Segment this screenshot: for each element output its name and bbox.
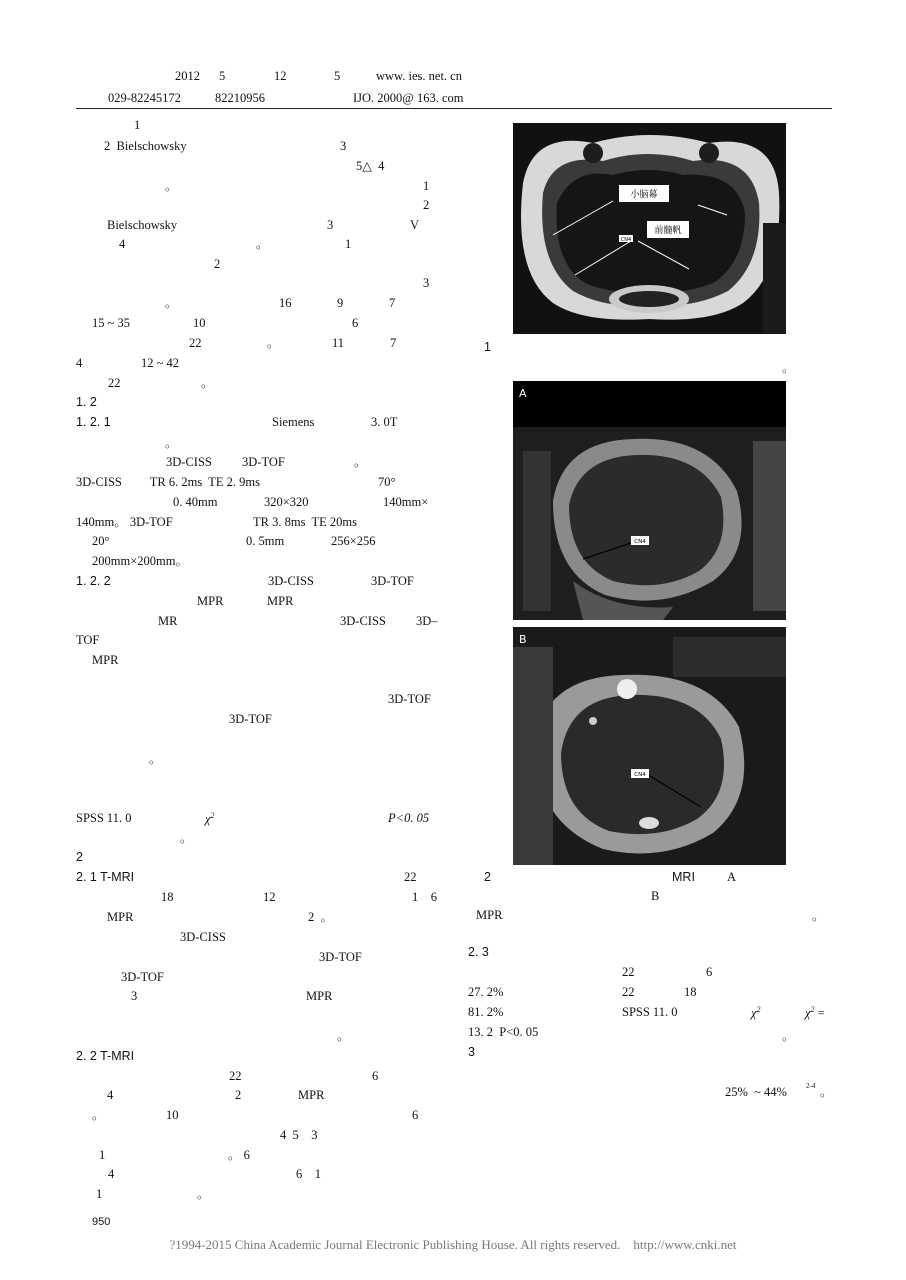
body-text: 27. 2%	[468, 985, 504, 999]
body-text: SPSS 11. 0	[76, 811, 132, 825]
body-text: 。	[165, 179, 178, 193]
figure-2-caption-mri: MRI	[672, 870, 695, 884]
body-text: 10	[166, 1108, 179, 1122]
body-text: 7	[390, 336, 397, 350]
chi-superscript: 2	[810, 1005, 815, 1014]
body-text	[751, 1006, 761, 1020]
body-text: 15 ~ 35	[92, 316, 131, 330]
body-text: 81. 2%	[468, 1005, 504, 1019]
body-text: 2 Bielschowsky	[104, 139, 187, 153]
body-text: 3D-CISS	[340, 614, 386, 628]
figure-1-tag-tentorium: 小脑幕	[630, 190, 658, 200]
body-text: 3	[340, 139, 347, 153]
body-text: 。	[354, 455, 367, 469]
body-text: 6	[372, 1069, 379, 1083]
journal-email[interactable]: IJO. 2000@ 163. com	[353, 91, 464, 105]
figure-2a-mri-image	[513, 381, 786, 620]
section-heading: 2. 2 T-MRI	[76, 1049, 135, 1063]
body-text: 4 5 3	[280, 1128, 318, 1142]
body-text: 3D-TOF	[319, 950, 362, 964]
body-text: 140mm×	[383, 495, 429, 509]
section-heading: 1. 2. 1	[76, 415, 111, 429]
body-text: 6 1	[296, 1167, 321, 1181]
figure-2b-tag-cn4: CN4	[634, 772, 646, 778]
body-text: 1	[99, 1148, 106, 1162]
body-text: 18	[161, 890, 174, 904]
body-text: 12 ~ 42	[141, 356, 180, 370]
chi-superscript: 2	[210, 811, 215, 820]
figure-2-caption-mpr: MPR	[476, 908, 503, 922]
figure-2a-label: A	[519, 387, 527, 400]
body-text: 5△ 4	[356, 159, 385, 173]
citation-ref[interactable]: 2-4	[806, 1082, 816, 1090]
body-text: Bielschowsky	[107, 218, 178, 232]
body-text: 12	[263, 890, 276, 904]
body-text	[205, 812, 215, 826]
section-heading: 3	[468, 1045, 475, 1059]
body-text: MPR	[107, 910, 134, 924]
body-text: 3	[423, 276, 430, 290]
body-text: TOF	[76, 633, 100, 647]
figure-2-caption-end: 。	[812, 909, 825, 923]
body-text: 1	[423, 179, 430, 193]
figure-1-tag-cn4: CN4	[620, 237, 632, 243]
body-text: 3D–	[416, 614, 438, 628]
body-text: 3	[327, 218, 334, 232]
issue-number: 5	[334, 69, 341, 83]
body-text: 2	[423, 198, 430, 212]
section-heading: 2	[76, 850, 83, 864]
header-rule	[76, 108, 832, 109]
figure-1-mri-image	[513, 123, 786, 334]
body-text: 9	[337, 296, 344, 310]
body-text: 1 6	[412, 890, 437, 904]
issue-year: 2012	[175, 69, 200, 83]
body-text: 。	[165, 436, 178, 450]
body-text: 22	[189, 336, 202, 350]
body-text: 22	[622, 985, 635, 999]
body-text: P<0. 05	[388, 811, 430, 825]
journal-phone: 029-82245172	[108, 91, 181, 105]
body-text: 25% ~ 44%	[725, 1085, 787, 1099]
body-text: 10	[193, 316, 206, 330]
body-text: SPSS 11. 0	[622, 1005, 678, 1019]
body-text: 320×320	[264, 495, 309, 509]
figure-2-caption-a: A	[727, 870, 737, 884]
section-heading: 1. 2	[76, 395, 97, 409]
body-text: 4	[119, 237, 126, 251]
figure-2-caption-b: B	[651, 889, 660, 903]
body-text: 。	[337, 1029, 350, 1043]
body-text: 22	[108, 376, 121, 390]
body-text: 3	[131, 989, 138, 1003]
figure-2a-tag-cn4: CN4	[634, 539, 646, 545]
body-text: 。	[820, 1085, 833, 1099]
body-text: 4	[76, 356, 83, 370]
body-text	[805, 1006, 825, 1020]
body-text: 20°	[92, 534, 110, 548]
figure-2b-label: B	[519, 633, 527, 646]
body-text: 1	[134, 118, 141, 132]
journal-website[interactable]: www. ies. net. cn	[376, 69, 462, 83]
body-text: 。	[149, 752, 162, 766]
body-text: 。	[92, 1108, 105, 1122]
body-text: 4	[107, 1088, 114, 1102]
body-text: TR 3. 8ms TE 20ms	[253, 515, 357, 529]
body-text: 6	[412, 1108, 419, 1122]
body-text: 16	[279, 296, 292, 310]
body-text: 22	[229, 1069, 242, 1083]
body-text: MPR	[306, 989, 333, 1003]
equals-sign: =	[814, 1006, 825, 1021]
copyright-footer: ?1994-2015 China Academic Journal Electronic Publishing House. All rights reserved. http://www.cnki.net	[169, 1237, 737, 1252]
chi-symbol: χ	[205, 812, 211, 827]
body-text: 1	[96, 1187, 103, 1201]
body-text: 7	[389, 296, 396, 310]
body-text: 。	[256, 237, 269, 251]
body-text: 。	[180, 831, 193, 845]
issue-month: 12	[274, 69, 287, 83]
issue-volume: 5	[219, 69, 226, 83]
body-text: 2	[235, 1088, 242, 1102]
body-text: 6	[352, 316, 359, 330]
body-text: 3D-TOF	[242, 455, 285, 469]
figure-1-tag-velum: 前髓帆	[654, 226, 682, 236]
figure-1-caption-end: 。	[782, 361, 795, 375]
body-text: Siemens	[272, 415, 315, 429]
figure-2-caption-label: 2	[484, 870, 491, 884]
body-text: 2 。	[308, 910, 334, 924]
body-text: 。	[165, 296, 178, 310]
body-text: V	[410, 218, 420, 232]
chi-superscript: 2	[756, 1005, 761, 1014]
body-text: MPR	[267, 594, 294, 608]
body-text: 70°	[378, 475, 396, 489]
body-text: 6	[706, 965, 713, 979]
body-text: MPR	[92, 653, 119, 667]
body-text: 2	[214, 257, 221, 271]
body-text: 3D-CISS	[180, 930, 226, 944]
figure-2b-mri-image	[513, 627, 786, 865]
body-text: 11	[332, 336, 345, 350]
body-text: 22	[404, 870, 417, 884]
body-text: 3D-TOF	[229, 712, 272, 726]
body-text: 22	[622, 965, 635, 979]
chi-symbol: χ	[751, 1006, 757, 1021]
body-text: 3D-TOF	[371, 574, 414, 588]
body-text: 。 6	[228, 1148, 250, 1162]
body-text: 1	[345, 237, 352, 251]
section-heading: 1. 2. 2	[76, 574, 111, 588]
body-text: 3D-CISS TR 6. 2ms TE 2. 9ms	[76, 475, 260, 489]
body-text: 3D-CISS	[268, 574, 314, 588]
body-text: 140mm。 3D-TOF	[76, 515, 173, 529]
chi-symbol: χ	[805, 1006, 811, 1021]
section-heading: 2. 1 T-MRI	[76, 870, 135, 884]
figure-1-caption-label: 1	[484, 340, 491, 354]
body-text: 。	[782, 1029, 795, 1043]
page-number: 950	[92, 1216, 111, 1228]
body-text: 。	[267, 336, 280, 350]
body-text: 0. 40mm	[173, 495, 218, 509]
body-text: 0. 5mm	[246, 534, 285, 548]
body-text: 200mm×200mm。	[92, 554, 188, 568]
body-text: 。	[201, 376, 214, 390]
body-text: 13. 2 P<0. 05	[468, 1025, 539, 1039]
body-text: 3D-TOF	[121, 970, 164, 984]
body-text: 3D-TOF	[388, 692, 431, 706]
body-text: 18	[684, 985, 697, 999]
body-text: 3D-CISS	[166, 455, 212, 469]
body-text: MR	[158, 614, 178, 628]
body-text: 4	[108, 1167, 115, 1181]
body-text: 3. 0T	[371, 415, 398, 429]
journal-phone-2: 82210956	[215, 91, 265, 105]
body-text: 256×256	[331, 534, 376, 548]
body-text: 。	[197, 1187, 210, 1201]
body-text: MPR	[298, 1088, 325, 1102]
body-text: MPR	[197, 594, 224, 608]
section-heading: 2. 3	[468, 945, 489, 959]
